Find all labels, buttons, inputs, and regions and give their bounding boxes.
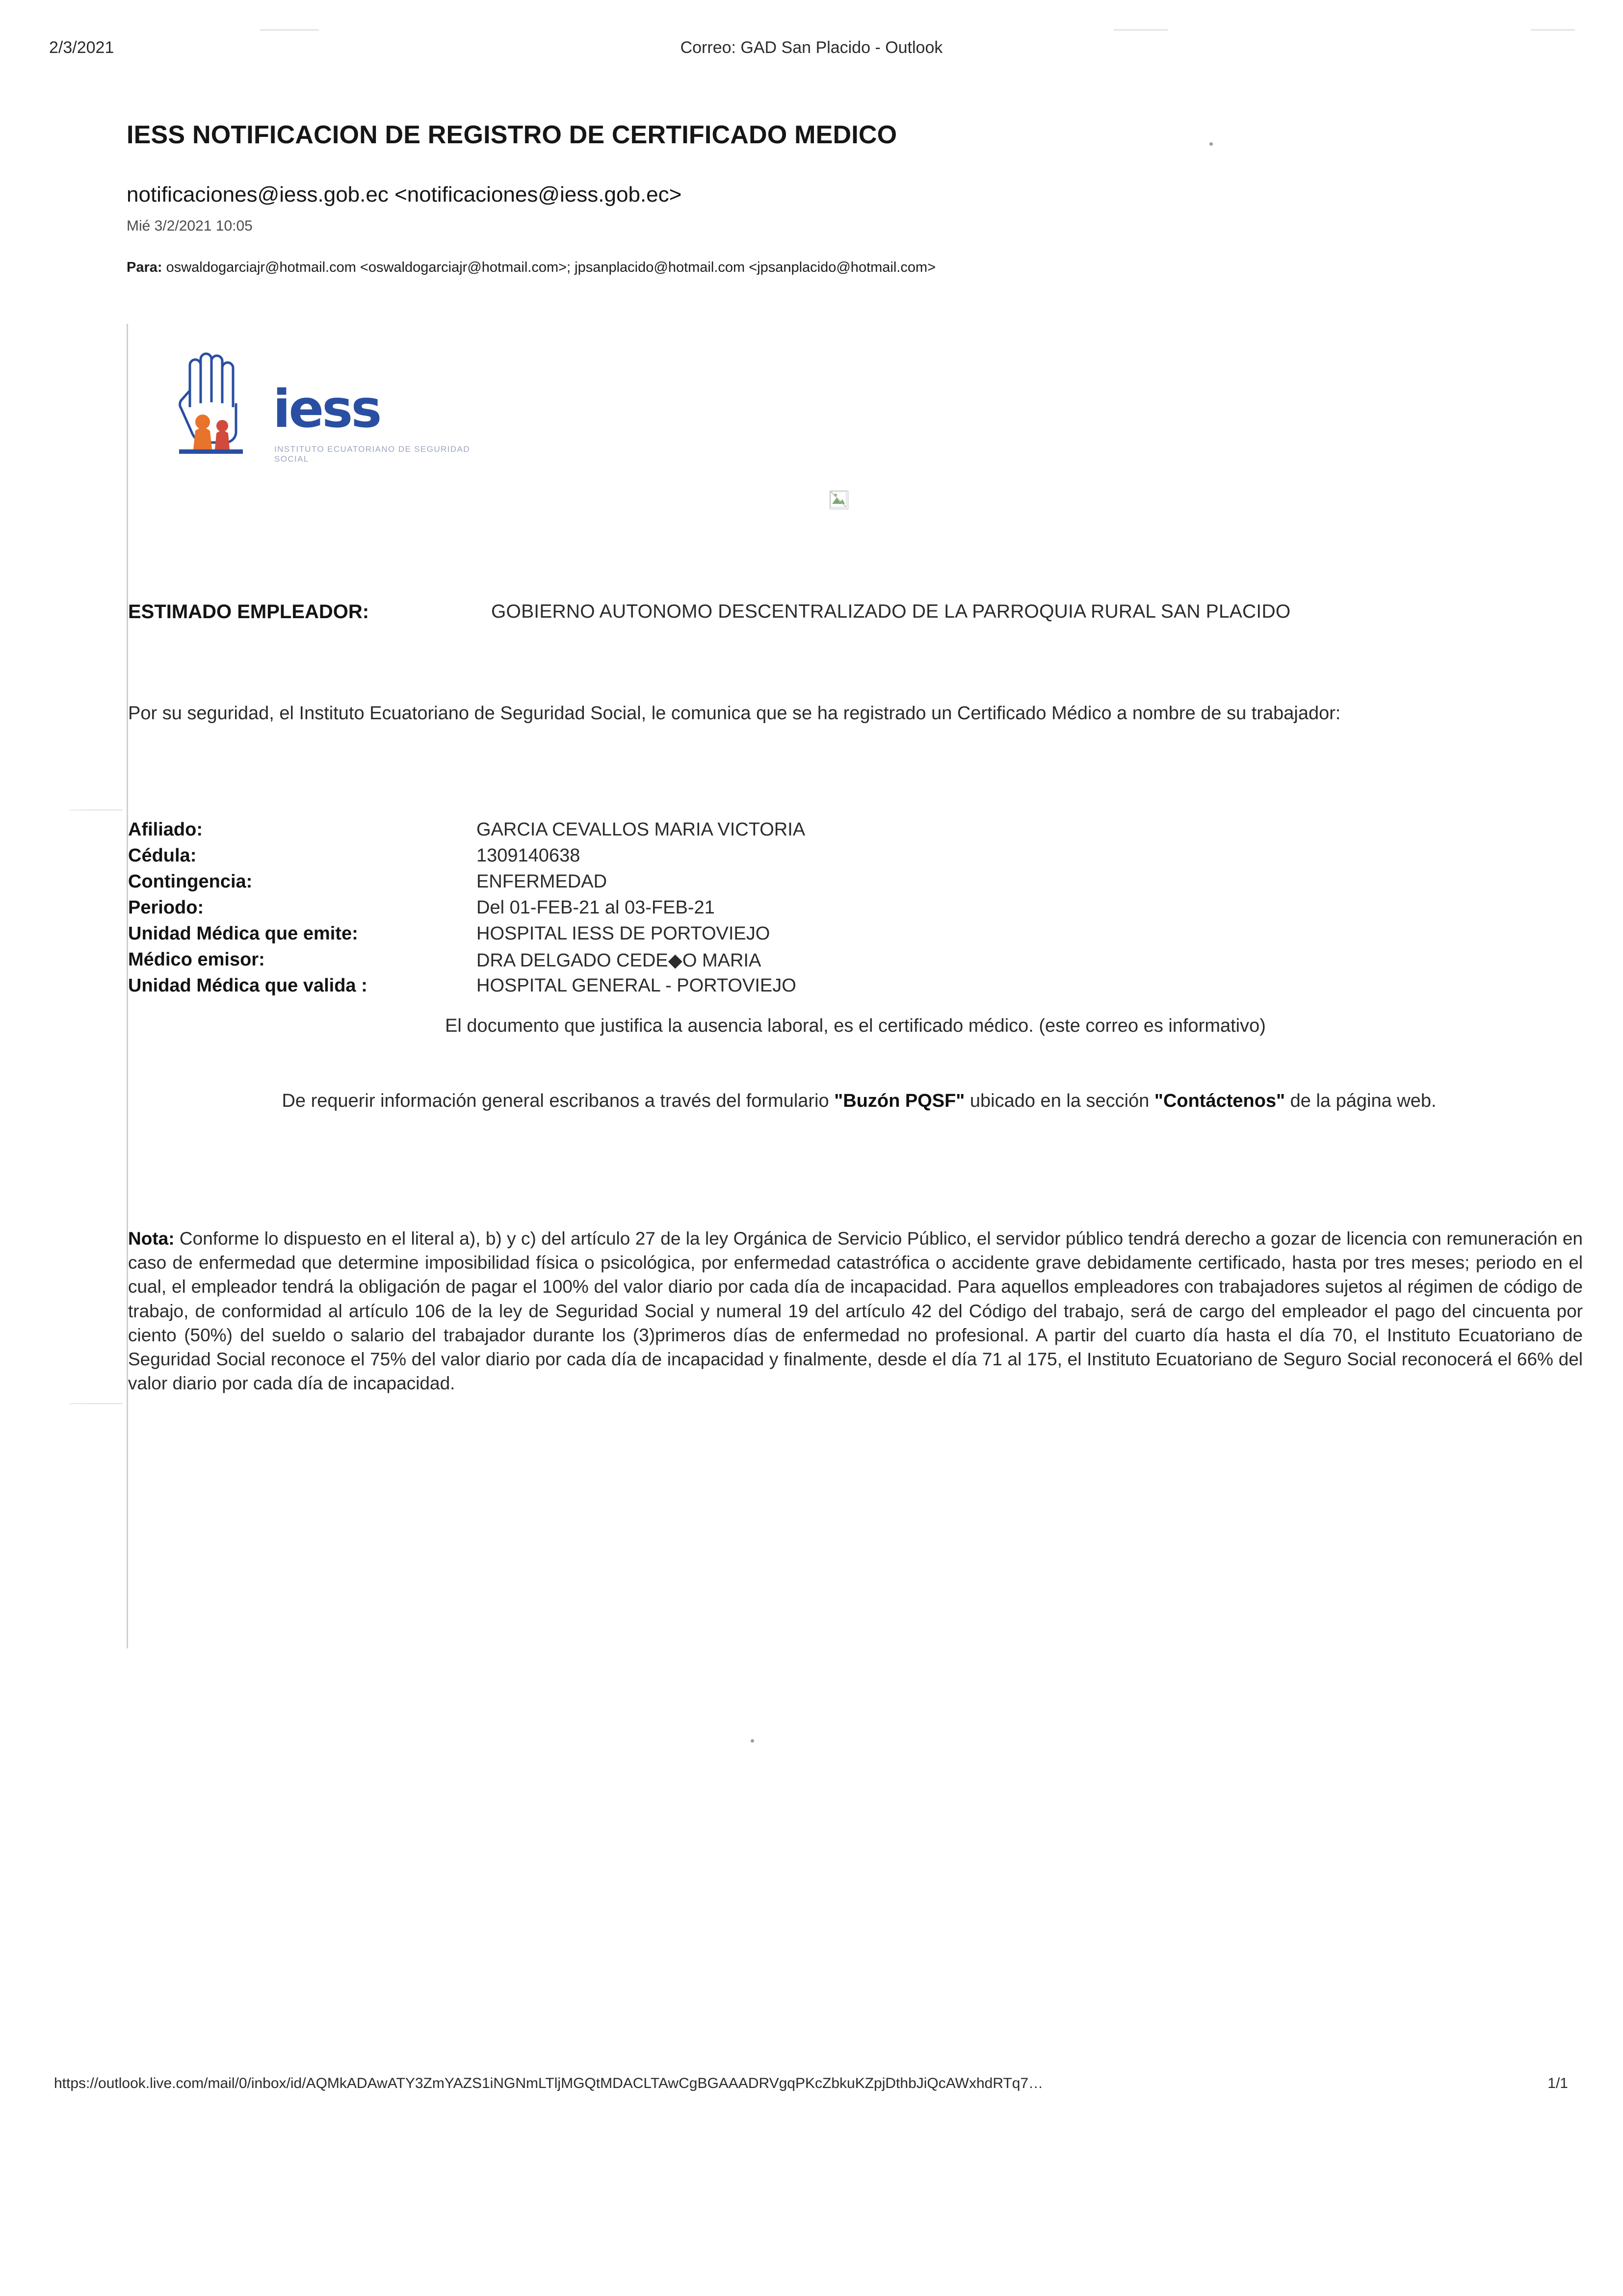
- email-subject: IESS NOTIFICACION DE REGISTRO DE CERTIFICADO MEDICO: [127, 121, 897, 149]
- detail-value: HOSPITAL GENERAL - PORTOVIEJO: [476, 975, 796, 996]
- detail-row: [128, 949, 1551, 975]
- scan-artifact: [69, 809, 123, 810]
- detail-value: GARCIA CEVALLOS MARIA VICTORIA: [476, 819, 806, 840]
- email-recipients: [127, 260, 936, 276]
- pqsf-suffix: de la página web.: [1285, 1091, 1437, 1111]
- detail-key: Unidad Médica que emite:: [128, 923, 358, 944]
- greeting-label: ESTIMADO EMPLEADOR:: [128, 601, 369, 623]
- detail-value: HOSPITAL IESS DE PORTOVIEJO: [476, 923, 770, 944]
- email-recipients-value: oswaldogarciajr@hotmail.com <oswaldogarciajr@hotmail.com>; jpsanplacido@hotmail.com <jpsanplacido@hotmail.com>: [166, 260, 936, 275]
- broken-image-icon: [830, 491, 848, 509]
- scan-artifact: [260, 29, 319, 30]
- detail-row: [128, 897, 1551, 923]
- legal-note-text: Conforme lo dispuesto en el literal a), b) y c) del artículo 27 de la ley Orgánica de Servicio Público, el servidor público tendrá derecho a gozar de licencia con remuneración en caso de enfermedad que determine imposibilidad física o psicológica, por enfermedad catastrófica o accidente grave debidamente certificado, hasta por tres meses; periodo en el cual, el empleador tendrá la obligación de pagar el 100% del valor diario por cada día de incapacidad. Para aquellos empleadores con trabajadores sujetos al régimen de código de trabajo, de conformidad al artículo 106 de la ley de Seguridad Social y numeral 19 del artículo 42 del Código del trabajo, será de cargo del empleador el pago del cincuenta por ciento (50%) del sueldo o salario del trabajador durante los (3)primeros días de enfermedad no profesional. A partir del cuarto día hasta el día 70, el Instituto Ecuatoriano de Seguridad Social reconoce el 75% del valor diario por cada día de incapacidad y finalmente, desde el día 71 al 175, el Instituto Ecuatoriano de Seguro Social reconocerá el 66% del valor diario por cada día de incapacidad.: [128, 1228, 1583, 1394]
- detail-row: [128, 845, 1551, 871]
- print-header: [0, 38, 1623, 63]
- greeting-value: GOBIERNO AUTONOMO DESCENTRALIZADO DE LA PARROQUIA RURAL SAN PLACIDO: [491, 601, 1291, 622]
- scan-artifact: [69, 1403, 123, 1404]
- detail-row: [128, 975, 1551, 1001]
- email-sender: notificaciones@iess.gob.ec <notificaciones@iess.gob.ec>: [127, 183, 682, 207]
- legal-note-label: Nota:: [128, 1228, 175, 1249]
- footer-page-number: 1/1: [1547, 2075, 1568, 2091]
- scan-artifact: [1114, 29, 1168, 30]
- email-sent-date: Mié 3/2/2021 10:05: [127, 218, 253, 234]
- pqsf-form-name: "Buzón PQSF": [834, 1091, 965, 1111]
- detail-row: [128, 819, 1551, 845]
- detail-value: ENFERMEDAD: [476, 871, 607, 892]
- email-body: [127, 324, 1586, 1648]
- pqsf-section-name: "Contáctenos": [1154, 1091, 1285, 1111]
- legal-note: [128, 1226, 1583, 1395]
- iess-logo: [167, 348, 501, 476]
- detail-key: Médico emisor:: [128, 949, 265, 970]
- detail-key: Cédula:: [128, 845, 197, 866]
- detail-value: 1309140638: [476, 845, 580, 866]
- detail-value: Del 01-FEB-21 al 03-FEB-21: [476, 897, 715, 918]
- detail-row: [128, 923, 1551, 949]
- pqsf-middle: ubicado en la sección: [965, 1091, 1154, 1111]
- iess-wordmark: iess: [273, 379, 380, 439]
- detail-key: Contingencia:: [128, 871, 253, 892]
- print-date: 2/3/2021: [49, 38, 114, 57]
- detail-value: DRA DELGADO CEDE◆O MARIA: [476, 950, 761, 971]
- scan-artifact: [1531, 29, 1575, 30]
- justification-text: El documento que justifica la ausencia laboral, es el certificado médico. (este correo es informativo): [445, 1016, 1266, 1036]
- detail-key: Afiliado:: [128, 819, 203, 840]
- scan-artifact: [751, 1739, 754, 1743]
- intro-paragraph: Por su seguridad, el Instituto Ecuatoriano de Seguridad Social, le comunica que se ha registrado un Certificado Médico a nombre de su trabajador:: [128, 703, 1341, 724]
- certificate-details: [128, 819, 1551, 1001]
- scan-artifact: [1209, 142, 1213, 146]
- email-recipients-label: Para:: [127, 260, 162, 275]
- iess-hand-icon: [167, 348, 265, 464]
- print-document-title: Correo: GAD San Placido - Outlook: [680, 38, 943, 57]
- pqsf-prefix: De requerir información general escribanos a través del formulario: [282, 1091, 835, 1111]
- detail-key: Unidad Médica que valida :: [128, 975, 367, 996]
- pqsf-paragraph: [138, 1089, 1580, 1113]
- detail-key: Periodo:: [128, 897, 204, 918]
- detail-row: [128, 871, 1551, 897]
- footer-url: https://outlook.live.com/mail/0/inbox/id/AQMkADAwATY3ZmYAZS1iNGNmLTljMGQtMDACLTAwCgBGAAADRVgqPKcZbkuKZpjDthbJiQcAWxhdRTq7…: [54, 2075, 1044, 2091]
- iess-logo-subtitle: INSTITUTO ECUATORIANO DE SEGURIDAD SOCIAL: [274, 444, 470, 464]
